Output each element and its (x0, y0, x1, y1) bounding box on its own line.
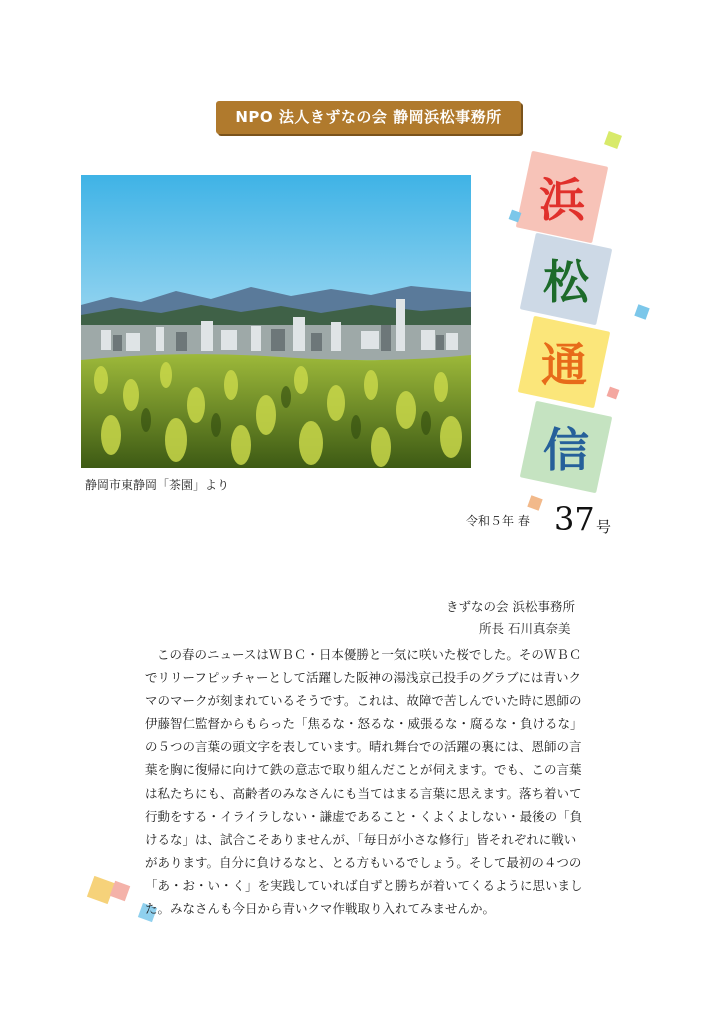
org-banner: NPO 法人きずなの会 静岡浜松事務所 (216, 101, 521, 134)
article-line: は私たちにも、高齢者のみなさんにも当てはまる言葉に思えます。落ち着いて (145, 785, 582, 801)
issue-label: 令和５年 春 (466, 514, 530, 528)
article-line: た。みなさんも今日から青いクマ作戦取り入れてみませんか。 (145, 901, 496, 917)
article-line: 伊藤智仁監督からもらった「焦るな・怒るな・威張るな・腐るな・負けるな」 (145, 716, 583, 732)
article-line: 「あ・お・い・く」を実践していれば自ずと勝ちが着いてくるように思いまし (145, 877, 583, 893)
title-tile-2 (527, 240, 605, 318)
article-author: 所長 石川真奈美 (479, 621, 571, 636)
article-line: この春のニュースはＷＢＣ・日本優勝と一気に咲いた桜でした。そのＷＢＣ (157, 647, 582, 662)
title-char-shin: 信 (543, 423, 589, 477)
article-line: 葉を胸に復帰に向けて鉄の意志で取り組んだことが伺えます。でも、この言葉 (145, 762, 582, 778)
title-tile-3 (525, 323, 603, 401)
article-line: の５つの言葉の頭文字を表しています。晴れ舞台での活躍の裏には、恩師の言 (145, 739, 582, 755)
deco-square (604, 131, 622, 149)
tea-field-photo (81, 175, 471, 468)
deco-square (634, 304, 649, 319)
title-char-matsu: 松 (543, 255, 589, 309)
title-char-hama: 浜 (539, 173, 585, 227)
article-line: でリリーフピッチャーとして活躍した阪神の湯浅京己投手のグラブには青いク (145, 670, 582, 686)
title-tile-1 (523, 158, 601, 236)
article-line: があります。自分に負けるなと、とる方もいるでしょう。そして最初の４つの (145, 854, 582, 870)
article-body (145, 643, 590, 920)
deco-square (110, 881, 131, 902)
article-line: マのマークが刻まれているそうです。これは、故障で苦しんでいた時に恩師の (145, 693, 582, 709)
article-line: けるな」は、試合こそありませんが、「毎日が小さな修行」皆それぞれに戦い (145, 831, 577, 847)
issue-suffix: 号 (596, 518, 612, 536)
issue-number: 37 (554, 500, 595, 538)
photo-caption: 静岡市東静岡「茶園」より (85, 478, 230, 492)
deco-square (527, 495, 542, 510)
deco-square (607, 387, 620, 400)
title-tile-4 (527, 408, 605, 486)
article-org: きずなの会 浜松事務所 (446, 599, 575, 614)
article-line: 行動をする・イライラしない・謙虚であること・くよくよしない・最後の「負 (145, 808, 583, 824)
title-char-tsuu: 通 (541, 338, 587, 392)
